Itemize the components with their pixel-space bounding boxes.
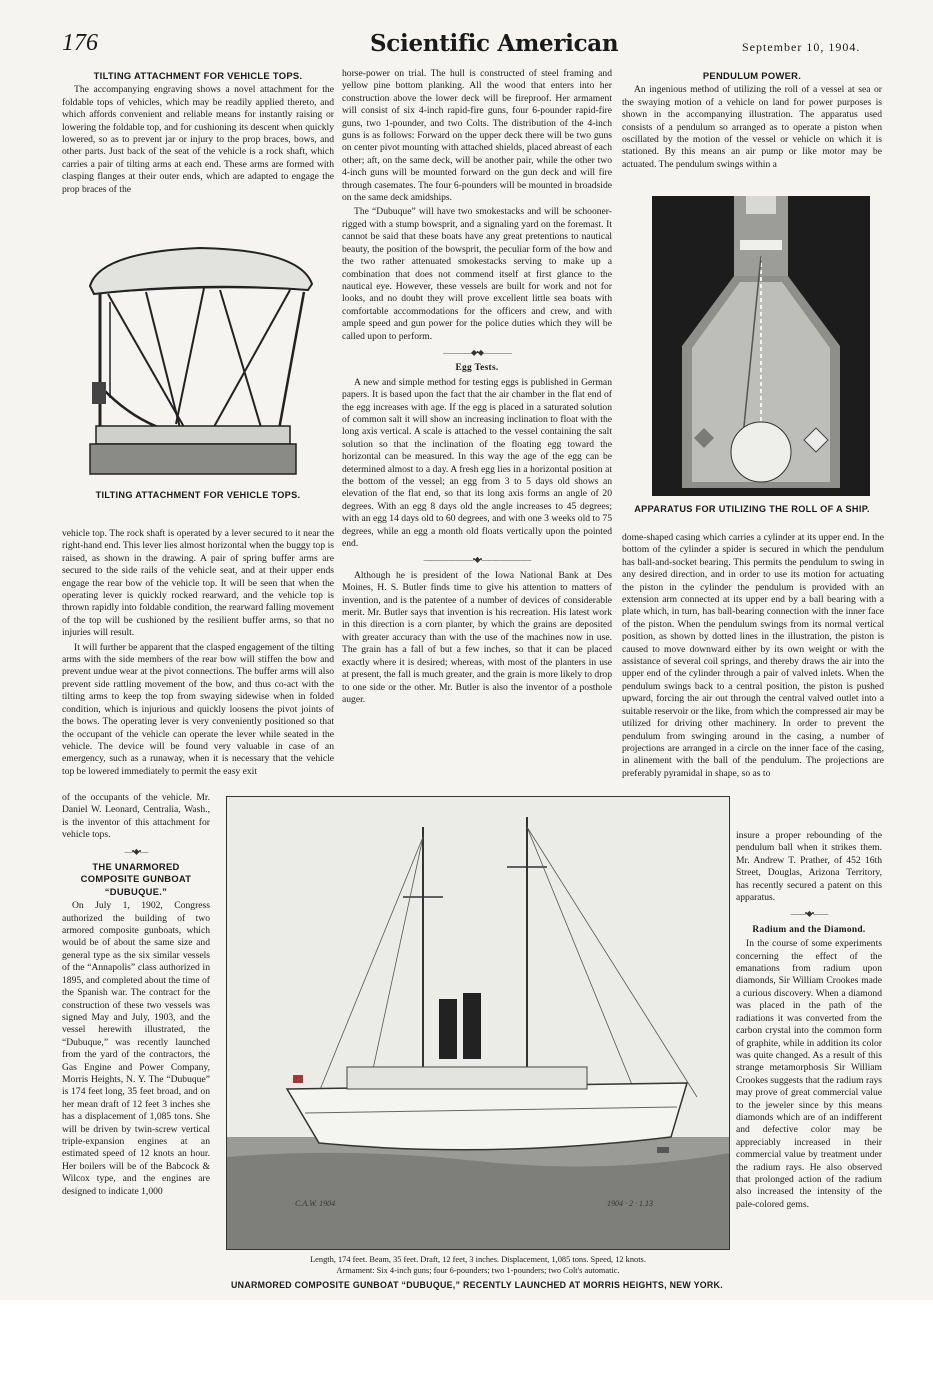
tilting-title: TILTING ATTACHMENT FOR VEHICLE TOPS. bbox=[93, 70, 303, 81]
pendulum-paragraph-2: dome-shaped casing which carries a cylinder at its upper end. In the bottom of the cylinder a spider is secured in which the pendulum has ball-and-socket bearing. This permits the pendulum to swing in any desired direction, and in order to use its motion for actuating the piston in the cylinder the pendulum is provided with an extension arm connected at its upper end by a ball bearing with a plate which, in turn, has ball-bearing connection with the inner face of the piston. When the pendulum swings from its normal vertical position, as shown by dotted lines in the illustration, the piston is caused to move downward either by its own weight or with the assistance of several coil springs, and thereby draws the air into the upper end of the cylinder through a pair of valved inlets. When the pendulum swings back to a central position, the piston is pushed upward, forcing the air out through the central valved outlet into a suitable reservoir or the like, from which the compressed air may be utilized for driving other machinery. In order to prevent the pendulum from swinging around in the casing, a number of projections are arranged in a circle on the inner face of the casing, in alinement with the ball of the pendulum. The projections are preferably pyramidal in shape, so as to bbox=[622, 532, 884, 779]
vehicle-top-drawing bbox=[80, 238, 320, 478]
gunboat-specs-line-1: Length, 174 feet. Beam, 35 feet. Draft, 12 feet, 3 inches. Displacement, 1,085 tons. Speed, 12 knots. bbox=[310, 1255, 646, 1264]
pendulum-paragraph-3: insure a proper rebounding of the pendulum ball when it strikes them. Mr. Andrew T. Prather, of 452 16th Street, Douglas, Arizona Territory, has recently secured a patent on this apparatus. bbox=[736, 830, 882, 904]
pendulum-paragraph-1: An ingenious method of utilizing the roll of a vessel at sea or the swaying motion of a vehicle on land for power purposes is shown in the accompanying illustration. The apparatus used consists of a pendulum so arranged as to operate a piston when oscillated by the motion of the vessel or vehicle on which it is stationed. By this means an air pump or like motor may be actuated. The pendulum swings within a bbox=[622, 84, 882, 170]
middle-column bbox=[342, 68, 612, 708]
gunboat-paragraph-2: horse-power on trial. The hull is constructed of steel framing and yellow pine bottom planking. All the wood that enters into her construction above the lower deck will be fireproof. Her armament will consist of six 4-inch rapid-fire guns, four 6-pounder rapid-fire guns, two 1-pounder, and two Colts. The distribution of the 4-inch guns is as follows: Forward on the upper deck there will be two guns on center pivot mounting with attached shields, placed abreast of each other; aft, on the same deck, will be another pair, while the other two 4-inch guns will be mounted forward on the gun deck and will fire through casemates. The four 6-pounders will be mounted in broadside on the same deck amidships. bbox=[342, 68, 612, 204]
gunboat-paragraph-1: On July 1, 1902, Congress authorized the building of two armored composite gunboats, which would be of about the same size and general type as the six similar vessels of the “Annapolis” class authorized in 1895, and completed about the time of the Spanish war. The contract for the construction of these two vessels was signed May and July, 1903, and the vessel herewith illustrated, the “Dubuque,” was recently launched from the yard of the contractors, the Gas Engine and Power Company, Morris Heights, N. Y. The “Dubuque” is 174 feet long, 35 feet broad, and on her mean draft of 12 feet 3 inches she has a displacement of 1,085 tons. She will be driven by twin-screw vertical triple-expansion engines at an estimated speed of 12 knots an hour. Her boilers will be of the Babcock & Wilcox type, and the engines are designed to indicate 1,000 bbox=[62, 900, 210, 1197]
pendulum-article-body bbox=[622, 532, 884, 782]
tilting-article-body bbox=[62, 528, 334, 780]
bottom-margin bbox=[0, 1300, 933, 1390]
tilting-paragraph-1: The accompanying engraving shows a novel attachment for the foldable tops of vehicles, which may be readily applied thereto, and which affords convenient and reliable means for instantly raising or lowering the foldable top, and for cushioning its descent when quickly lowered, so as to prevent jar or injury to the prop braces, bows, and other parts. Just back of the seat of the vehicle is a rock shaft, which carries a pair of tilting arms at each end. These arms are formed with clasping flanges at their outer ends, which are adapted to engage the prop braces of the bbox=[62, 84, 334, 195]
pendulum-title: PENDULUM POWER. bbox=[702, 70, 802, 81]
journal-title: Scientific American bbox=[370, 30, 619, 57]
gunboat-specs-line-2: Armament: Six 4-inch guns; four 6-pounders; two 1-pounders; two Colt's automatic. bbox=[336, 1266, 620, 1275]
section-divider: ——•◆•—— bbox=[790, 909, 828, 919]
gunboat-drawing bbox=[227, 797, 729, 1249]
gunboat-specs bbox=[226, 1254, 730, 1276]
tilting-article-top bbox=[62, 68, 334, 198]
tilting-paragraph-3: It will further be apparent that the clasped engagement of the tilting arms with the side members of the rear bow will stiffen the bow and prevent undue wear at the pivot connections. The buffer arms will also prevent side rattling movement of the bow, and thus co-act with the tilting arms to keep the top from swaying sidewise when in folded condition, which is injurious and quickly loosens the pivot joints of the bows. The operating lever is very conveniently positioned so that the occupant of the vehicle can operate the lever while seated in the vehicle. The device will be found very valuable in case of an emergency, such as a runaway, when it is necessary that the vehicle top be lowered immediately to permit the easy exit bbox=[62, 641, 334, 777]
gunboat-paragraph-3: The “Dubuque” will have two smokestacks and will be schooner-rigged with a stump bowsprit, and a signaling yard on the foremast. It cannot be said that these boats have any great pretentions to nautical beauty, the position of the bowsprit, the peculiar form of the bow and the two rather attenuated smokestacks serving to make up a combination that does not commend itself at first glance to the nautical eye. However, these vessels are built for work and not for looks, and no doubt they will prove excellent little sea boats with comfortable accommodations for the officers and crew, and with ample speed and gun power for the police duties which they will be called upon to perform. bbox=[342, 206, 612, 342]
tilting-caption: TILTING ATTACHMENT FOR VEHICLE TOPS. bbox=[95, 490, 301, 500]
gunboat-caption: UNARMORED COMPOSITE GUNBOAT “DUBUQUE,” RECENTLY LAUNCHED AT MORRIS HEIGHTS, NEW YORK. bbox=[231, 1280, 723, 1290]
illustration-label: 1904 · 2 · 1.13 bbox=[607, 1199, 653, 1208]
gunboat-article-left bbox=[62, 792, 210, 1200]
issue-date: September 10, 1904. bbox=[742, 40, 861, 54]
pendulum-caption: APPARATUS FOR UTILIZING THE ROLL OF A SHIP. bbox=[634, 504, 870, 514]
tilting-paragraph-4: of the occupants of the vehicle. Mr. Daniel W. Leonard, Centralia, Wash., is the inventor of this attachment for vehicle tops. bbox=[62, 792, 210, 841]
radium-title: Radium and the Diamond. bbox=[752, 924, 866, 935]
pendulum-illustration bbox=[652, 196, 870, 496]
gunboat-title: THE UNARMORED COMPOSITE GUNBOAT “DUBUQUE.” bbox=[80, 861, 192, 897]
vehicle-top-illustration bbox=[80, 238, 320, 478]
gunboat-illustration bbox=[226, 796, 730, 1250]
pendulum-article-end bbox=[736, 830, 882, 1213]
egg-title: Egg Tests. bbox=[455, 363, 499, 374]
radium-paragraph: In the course of some experiments concerning the effect of the emanations from radium upon diamonds, Sir William Crookes made a curious discovery. When a diamond was placed in the path of the radiations it was converted from the carbon crystal into the common form of graphite, while in addition its color was quite changed. As a result of this strange metamorphosis Sir William Crookes suggests that the radium rays may prove of great commercial value to the jeweler since by this means diamonds which are of an indifferent and defective color may be appreciably increased in their commercial value by treatment under the radium rays. He also observed that prolonged action of the radium also increased the intensity of the pale-colored gems. bbox=[736, 938, 882, 1210]
section-divider: ———————•◆•——————— bbox=[423, 555, 531, 565]
section-divider: —•◆•— bbox=[124, 846, 148, 856]
tilting-paragraph-2: vehicle top. The rock shaft is operated by a lever secured to it near the right-hand end. This lever lies almost horizontal when the buggy top is raised, as shown in the drawing. A pair of spring buffer arms are secured to the side rails of the vehicle seat, and at their upper ends engage the rear bow of the vehicle top. It will be seen that when the operating lever is quickly rocked rearward, and the vehicle top is thrown rapidly into foldable condition, the rearward falling movement of the top will be cushioned by the resilient buffer arms, so that no injuries will result. bbox=[62, 528, 334, 639]
page-number: 176 bbox=[62, 30, 98, 56]
butler-paragraph: Although he is president of the Iowa National Bank at Des Moines, H. S. Butler finds time to give his attention to matters of invention, and is the patentee of a number of devices of considerable merit. Mr. Butler says that invention is his recreation. His latest work in this direction is a corn planter, by which the grains are deposited with greater accuracy than with the use of the machines now in use. The grain has a fall of but a few inches, so that it can be placed exactly where it is desired; whereas, with most of the planters in use at present, the fall is much greater, and the grain is more likely to drop to one side or the other. Mr. Butler is also the inventor of a posthole auger. bbox=[342, 569, 612, 705]
section-divider: ————◆•◆———— bbox=[442, 347, 512, 357]
pendulum-article-top bbox=[622, 68, 882, 173]
egg-paragraph: A new and simple method for testing eggs is published in German papers. It is based upon the fact that the air chamber in the flat end of the egg increases with age. If the egg is placed in a saturated solution of common salt it will show an increasing inclination to float with the long axis vertical. A scale is attached to the vessel containing the salt solution so that the inclination of the floating egg toward the horizontal can be measured. In this way the age of the egg can be determined almost to a day. A fresh egg lies in a horizontal position at the bottom of the vessel; an egg from 3 to 5 days old shows an elevation of the flat end, so that its long axis forms an angle of 20 degrees. With an egg 8 days old the angle increases to 45 degrees; with an egg 14 days old to 60 degrees, and with one 3 weeks old to 75 degrees, while an egg a month old floats vertically upon the pointed end. bbox=[342, 376, 612, 550]
pendulum-drawing bbox=[652, 196, 870, 496]
illustration-signature: C.A.W. 1904 bbox=[295, 1199, 336, 1208]
